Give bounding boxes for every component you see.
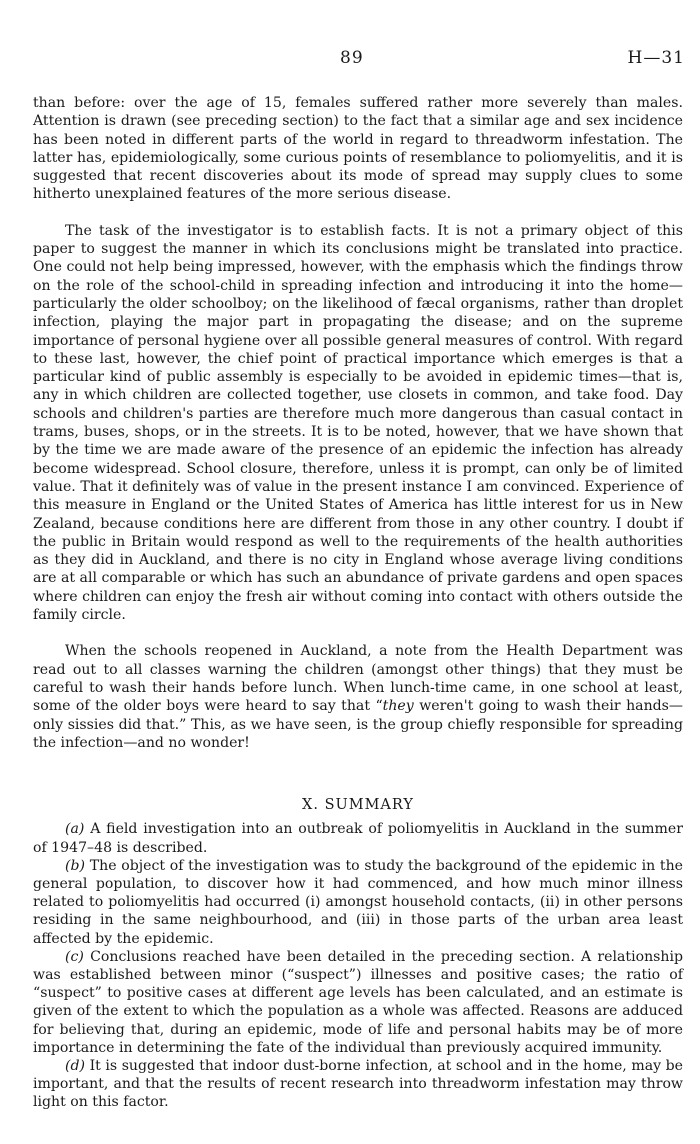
paragraph-schools-reopened [33,642,683,752]
summary-item-text: It is suggested that indoor dust-borne infection, at school and in the home, may be important, and that the results of recent research into threadworm infestation may throw light on this factor. [33,1058,683,1111]
summary-item-label: (c) [65,948,84,965]
paragraph-investigator-task: The task of the investigator is to establish facts. It is not a primary object of this paper to suggest the manner in which its conclusions might be translated into practice. One could not help being impressed, however, with the emphasis which the findings throw on the role of the school-child in spreading infection and introducing it into the home—particularly the older schoolboy; on the likelihood of fæcal organisms, rather than droplet infection, playing the major part in propagating the disease; and on the supreme importance of personal hygiene over all possible general measures of control. With regard to these last, however, the chief point of practical importance which emerges is that a particular kind of public assembly is especially to be avoided in epidemic times—that is, any in which children are collected together, use closets in common, and take food. Day schools and children's parties are therefore much more dangerous than casual contact in trams, buses, shops, or in the streets. It is to be noted, however, that we have shown that by the time we are made aware of the presence of an epidemic the infection has already become widespread. School closure, therefore, unless it is prompt, can only be of limited value. That it definitely was of value in the present instance I am convinced. Experience of this measure in England or the United States of America has little interest for us in New Zealand, because conditions here are different from those in any other country. I doubt if the public in Britain would respond as well to the requirements of the health authorities as they did in Auckland, and there is no city in England whose average living conditions are at all comparable or which has such an abundance of private gardens and open spaces where children can enjoy the fresh air without coming into contact with others outside the family circle. [33,222,683,624]
section-heading-summary: X. SUMMARY [302,797,414,814]
summary-list [33,820,683,1111]
emphasis-text: they [382,698,414,715]
document-page [33,0,685,1111]
paragraph-text-part: weren't going to wash their hands—only sissies did that.” This, as we have seen, is the group chiefly responsible for spreading the infection—and no wonder! [33,698,683,751]
paragraph-continuation: than before: over the age of 15, females suffered rather more severely than males. Attention is drawn (see preceding section) to the fact that a similar age and sex incidence has been noted in different parts of the world in regard to threadworm infestation. The latter has, epidemiologically, some curious points of resemblance to poliomyelitis, and it is suggested that recent discoveries about its mode of spread may supply clues to some hitherto unexplained features of the more serious disease. [33,95,683,203]
summary-item-label: (d) [65,1058,86,1075]
summary-item-label: (b) [65,857,86,874]
summary-item-text: Conclusions reached have been detailed in the preceding section. A relationship was established between minor (“suspect”) illnesses and positive cases; the ratio of “suspect” to positive cases at different age levels has been calculated, and an estimate is given of the extent to which the population as a whole was affected. Reasons are adduced for believing that, during an epidemic, mode of life and personal habits may be of more importance in determining the fate of the individual than previously acquired immunity. [33,948,683,1056]
summary-item-text: A field investigation into an outbreak of poliomyelitis in Auckland in the summer of 1947–48 is described. [33,821,683,856]
paragraph-text-part: When the schools reopened in Auckland, a note from the Health Department was read out to all classes warning the children (amongst other things) that they must be careful to wash their hands before lunch. When lunch-time came, in one school at least, some of the older boys were heard to say that “ [33,643,683,715]
document-code: H—31 [627,48,685,68]
page-header [33,0,685,68]
body-text [33,94,683,1112]
summary-item-label: (a) [65,821,85,838]
summary-item-text: The object of the investigation was to study the background of the epidemic in the general population, to discover how it had commenced, and how much minor illness related to poliomyelitis had occurred (i) amongst household contacts, (ii) in other persons residing in the same neighbourhood, and (iii) in those parts of the urban area least affected by the epidemic. [33,857,683,947]
summary-item [33,820,683,856]
summary-item [33,857,683,948]
summary-item [33,948,683,1057]
summary-item [33,1057,683,1112]
page-number: 89 [340,48,364,68]
